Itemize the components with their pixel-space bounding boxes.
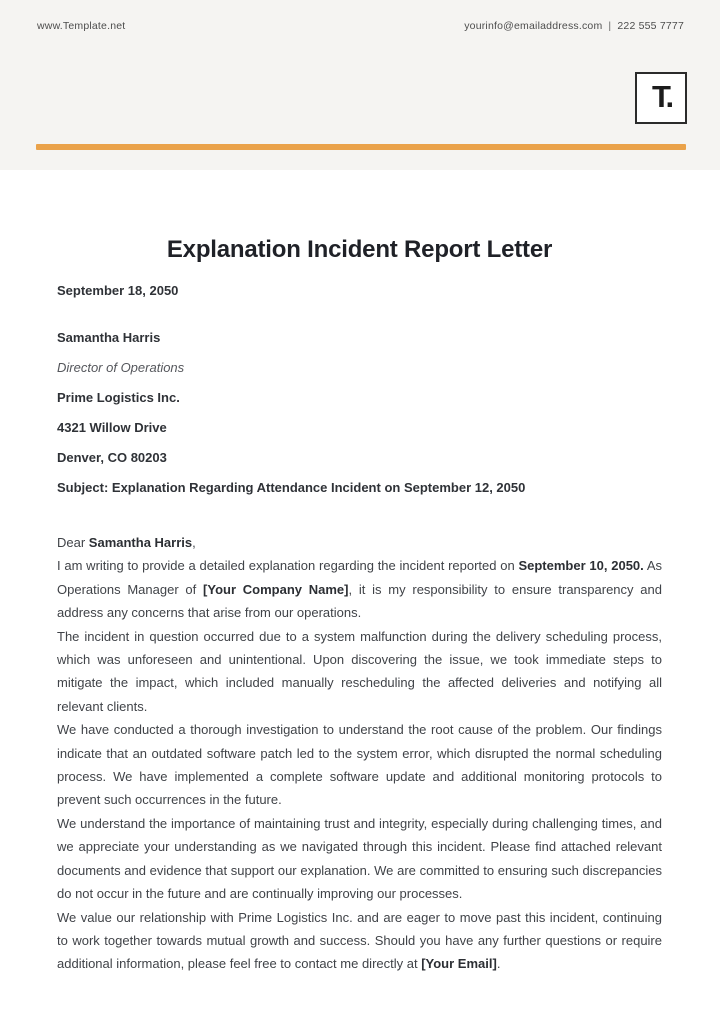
logo-letter-t: T.	[651, 78, 673, 114]
recipient-name: Samantha Harris	[57, 330, 161, 345]
contact-separator: |	[608, 20, 612, 32]
recipient-street: 4321 Willow Drive	[57, 420, 167, 435]
recipient-city: Denver, CO 80203	[57, 450, 167, 465]
website-url: www.Template.net	[37, 20, 126, 32]
subject-line: Subject: Explanation Regarding Attendance Incident on September 12, 2050	[57, 480, 526, 495]
paragraph-3: We have conducted a thorough investigation to understand the root cause of the problem. Our findings indicate that an outdated software patch led to the system error, which disrupted the normal scheduling process. We have implemented a complete software update and additional monitoring protocols to prevent such occurrences in the future.	[57, 722, 662, 808]
letterhead	[0, 0, 720, 170]
template-brand-logo	[635, 72, 687, 124]
paragraph-2: The incident in question occurred due to a system malfunction during the delivery scheduling process, which was unforeseen and unintentional. Upon discovering the issue, we took immediate steps to mitigate the impact, which included manually rescheduling the affected deliveries and notifying all relevant clients.	[57, 628, 662, 714]
recipient-job-title: Director of Operations	[57, 360, 185, 375]
letter-body	[57, 531, 662, 976]
letter-content	[0, 170, 720, 976]
contact-info	[464, 20, 684, 32]
recipient-block	[57, 331, 662, 465]
header-accent-divider	[36, 144, 686, 150]
phone-number: 222 555 7777	[617, 20, 684, 32]
greeting-line: Dear Samantha Harris,	[57, 535, 196, 550]
paragraph-1: I am writing to provide a detailed explanation regarding the incident reported on September 10, 2050. As Operations Manager of [Your Company Name], it is my responsibility to ensure transparency and address any concerns that arise from our operations.	[57, 558, 662, 621]
paragraph-4: We understand the importance of maintaining trust and integrity, especially during challenging times, and we appreciate your understanding as we navigated through this incident. Please find attached relevant documents and evidence that support our explanation. We are committed to ensuring such discrepancies do not occur in the future and are continually improving our processes.	[57, 815, 662, 902]
letterhead-top-row	[0, 0, 720, 32]
email-text: yourinfo@emailaddress.com	[464, 20, 603, 32]
paragraph-5: We value our relationship with Prime Logistics Inc. and are eager to move past this incident, continuing to work together towards mutual growth and success. Should you have any further questions or require additional information, please feel free to contact me directly at [Your Email].	[57, 909, 662, 972]
recipient-company: Prime Logistics Inc.	[57, 390, 180, 405]
letter-title: Explanation Incident Report Letter	[166, 236, 553, 263]
letter-date: September 18, 2050	[57, 283, 179, 298]
